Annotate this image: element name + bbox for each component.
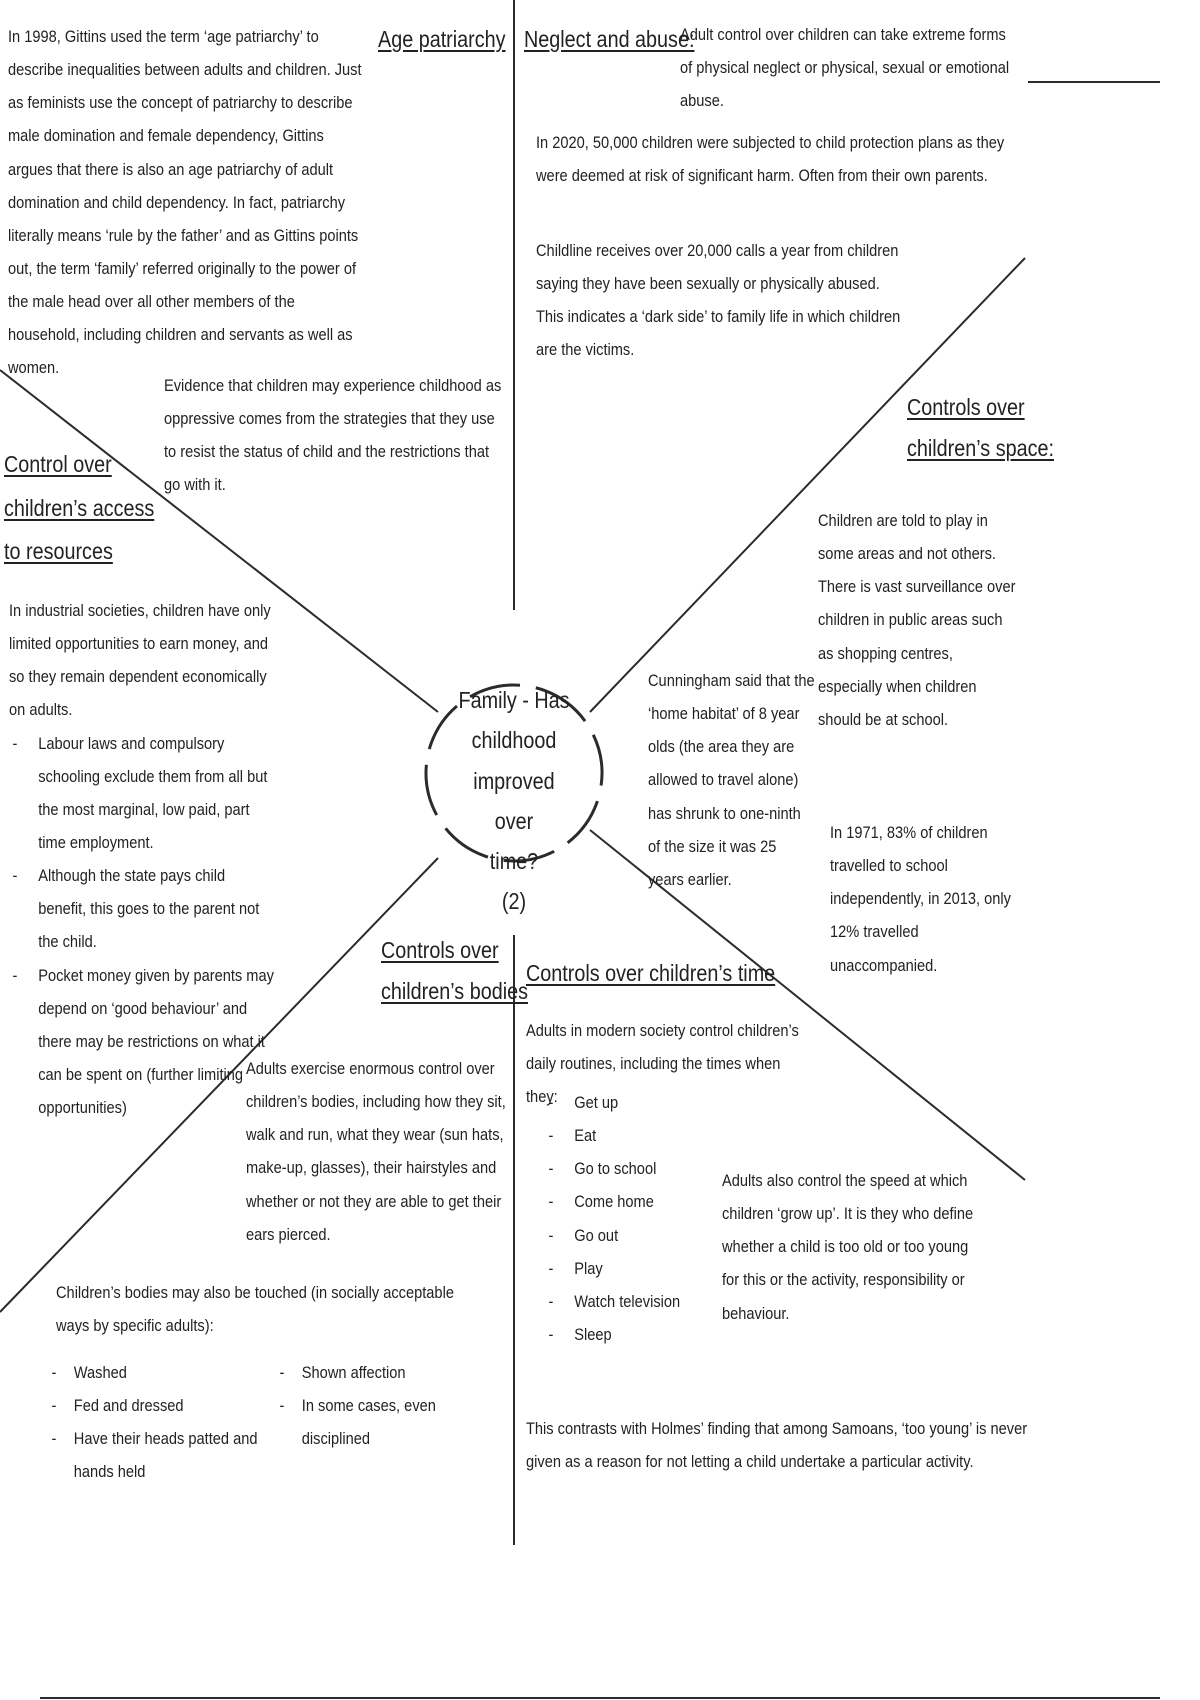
- holmes-text: This contrasts with Holmes’ finding that among Samoans, ‘too young’ is never given as a reason for not letting a child undertake a particular activity.: [526, 1419, 1028, 1472]
- list-item: - Play: [545, 1252, 708, 1285]
- center-line: Family - Has: [458, 687, 570, 713]
- list-item: - Washed: [48, 1356, 259, 1389]
- touched-list-left: [48, 1356, 259, 1489]
- list-item: - Watch television: [545, 1285, 708, 1318]
- heading-line: Controls over: [907, 394, 1025, 420]
- center-line: (2): [501, 888, 527, 915]
- resistance-text: Evidence that children may experience childhood as oppressive comes from the strategies that they use to resist the status of child and the restrictions that go with it.: [164, 376, 502, 495]
- center-line: childhood: [471, 727, 557, 754]
- center-line: time?: [489, 848, 539, 874]
- time-list-block: [545, 1086, 708, 1351]
- list-item: - Fed and dressed: [48, 1389, 259, 1422]
- resources-list: [9, 727, 276, 1125]
- neglect-heading: Neglect and abuse:: [524, 26, 695, 52]
- travel-stat: In 1971, 83% of children travelled to school independently, in 2013, only 12% travelled unaccompanied.: [830, 823, 1012, 975]
- resources-text: [9, 594, 276, 1124]
- bodies-touched-intro: Children’s bodies may also be touched (in socially acceptable ways by specific adults):: [56, 1283, 454, 1336]
- list-item: - Although the state pays child benefit, this goes to the parent not the child.: [9, 859, 276, 958]
- childline-stat: [536, 234, 910, 367]
- time-intro: Adults in modern society control children’s daily routines, including the times when they:: [526, 1021, 799, 1107]
- list-item: - Eat: [545, 1119, 708, 1152]
- resources-intro: In industrial societies, children have only limited opportunities to earn money, and so they remain dependent economically on adults.: [9, 601, 271, 720]
- time-list: [545, 1086, 708, 1351]
- list-item: - In some cases, even disciplined: [276, 1389, 491, 1455]
- center-line: improved over: [473, 767, 555, 834]
- list-item: - Sleep: [545, 1318, 708, 1351]
- bodies-touched-right: [276, 1356, 491, 1455]
- age-patriarchy-text: In 1998, Gittins used the term ‘age patriarchy’ to describe inequalities between adults and children. Just as feminists use the concept of patriarchy to describe male domination and female dependency, Gittins argues that there is also an age patriarchy of adult domination and child dependency. In fact, patriarchy literally means ‘rule by the father’ and as Gittins points out, the term ‘family’ referred originally to the power of the male head over all other members of the household, including children and servants as well as women.: [8, 27, 362, 378]
- age-patriarchy-heading: Age patriarchy: [378, 26, 506, 52]
- time-heading: Controls over children’s time: [526, 960, 776, 986]
- heading-line: to resources: [4, 538, 113, 565]
- list-item: - Pocket money given by parents may depend on ‘good behaviour’ and there may be restrictions on what it can be spent on (further limiting opportunities): [9, 959, 276, 1125]
- heading-line: Control over: [4, 451, 112, 477]
- neglect-2020-stat: In 2020, 50,000 children were subjected to child protection plans as they were deemed at risk of significant harm. Often from their own parents.: [536, 133, 1005, 186]
- touched-list-right: [276, 1356, 491, 1455]
- list-item: - Get up: [545, 1086, 708, 1119]
- heading-line: Controls over: [381, 937, 499, 963]
- space-heading: [907, 387, 1054, 470]
- list-item: - Labour laws and compulsory schooling exclude them from all but the most marginal, low paid, part time employment.: [9, 727, 276, 860]
- list-item: - Shown affection: [276, 1356, 491, 1389]
- center-question: [457, 680, 571, 922]
- list-item: - Have their heads patted and hands held: [48, 1422, 259, 1488]
- space-text: Children are told to play in some areas and not others. There is vast surveillance over children in public areas such as shopping centres, especially when children should be at school.: [818, 511, 1016, 729]
- heading-line: children’s space:: [907, 435, 1054, 462]
- heading-line: children’s bodies: [381, 978, 528, 1005]
- dark-side-text: This indicates a ‘dark side’ to family life in which children are the victims.: [536, 307, 901, 360]
- cunningham-text: Cunningham said that the ‘home habitat’ of 8 year olds (the area they are allowed to travel alone) has shrunk to one-ninth of the size it was 25 years earlier.: [648, 671, 815, 889]
- grow-up-text: Adults also control the speed at which children ‘grow up’. It is they who define whether a child is too old or too young for this or the activity, responsibility or behaviour.: [722, 1171, 974, 1323]
- heading-line: children’s access: [4, 494, 155, 521]
- bodies-text: Adults exercise enormous control over children’s bodies, including how they sit, walk and run, what they wear (sun hats, make-up, glasses), their hairstyles and whether or not they are able to get their ears pierced.: [246, 1059, 506, 1244]
- list-item: - Come home: [545, 1185, 708, 1218]
- list-item: - Go to school: [545, 1152, 708, 1185]
- neglect-intro: Adult control over children can take extreme forms of physical neglect or physical, sexual or emotional abuse.: [680, 25, 1010, 111]
- resources-heading: [4, 443, 154, 574]
- bodies-heading: [381, 930, 528, 1013]
- childline-calls: Childline receives over 20,000 calls a year from children saying they have been sexually or physically abused.: [536, 241, 899, 294]
- list-item: - Go out: [545, 1219, 708, 1252]
- bodies-touched-left: [48, 1356, 259, 1489]
